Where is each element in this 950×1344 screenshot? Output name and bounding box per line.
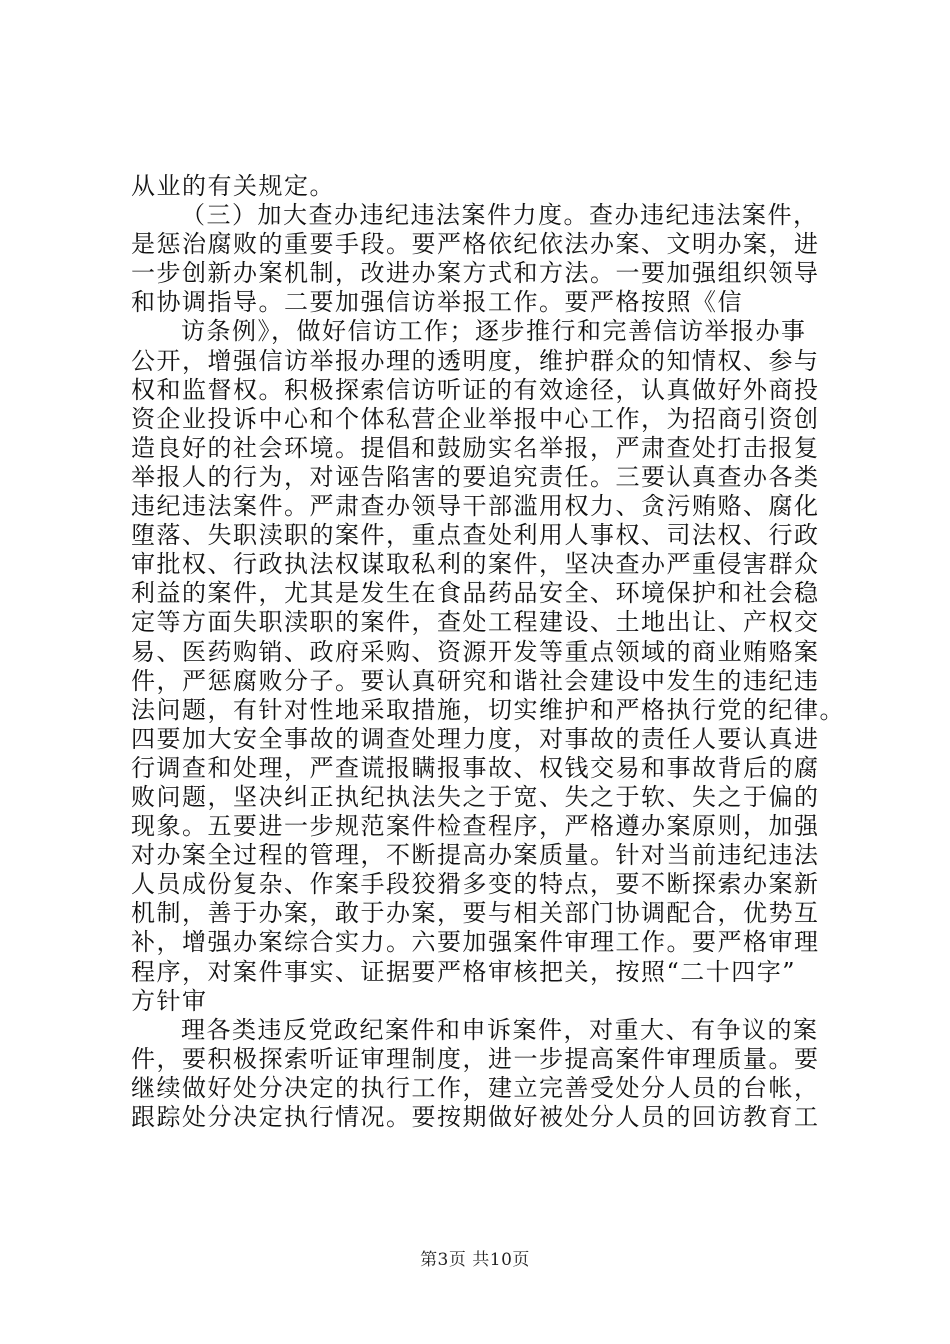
text-line: 利益的案件，尤其是发生在食品药品安全、环境保护和社会稳 bbox=[131, 579, 820, 608]
text-line: 现象。五要进一步规范案件检查程序，严格遵办案原则，加强 bbox=[131, 812, 820, 841]
text-line: 败问题，坚决纠正执纪执法失之于宽、失之于软、失之于偏的 bbox=[131, 782, 820, 811]
document-body bbox=[131, 172, 845, 1132]
text-line: 定等方面失职渎职的案件，查处工程建设、土地出让、产权交 bbox=[131, 608, 820, 637]
page-number-footer: 第3页 共10页 bbox=[420, 1250, 530, 1270]
text-line: 法问题，有针对性地采取措施，切实维护和严格执行党的纪律。 bbox=[131, 695, 845, 724]
text-line: 审批权、行政执法权谋取私利的案件，坚决查办严重侵害群众 bbox=[131, 550, 820, 579]
text-line: 违纪违法案件。严肃查办领导干部滥用权力、贪污贿赂、腐化 bbox=[131, 492, 820, 521]
text-line: 四要加大安全事故的调查处理力度，对事故的责任人要认真进 bbox=[131, 724, 820, 753]
text-line: 造良好的社会环境。提倡和鼓励实名举报，严肃查处打击报复 bbox=[131, 433, 820, 462]
text-line: 继续做好处分决定的执行工作，建立完善受处分人员的台帐， bbox=[131, 1073, 820, 1102]
text-line: 对办案全过程的管理，不断提高办案质量。针对当前违纪违法 bbox=[131, 841, 820, 870]
text-line: 易、医药购销、政府采购、资源开发等重点领域的商业贿赂案 bbox=[131, 637, 820, 666]
text-line: 件，要积极探索听证审理制度，进一步提高案件审理质量。要 bbox=[131, 1044, 820, 1073]
text-line: 机制，善于办案，敢于办案，要与相关部门协调配合，优势互 bbox=[131, 899, 820, 928]
text-line: 方针审 bbox=[131, 986, 208, 1015]
text-line: 行调查和处理，严查谎报瞒报事故、权钱交易和事故背后的腐 bbox=[131, 753, 820, 782]
text-line: 从业的有关规定。 bbox=[131, 172, 335, 200]
text-line: 跟踪处分决定执行情况。要按期做好被处分人员的回访教育工 bbox=[131, 1103, 820, 1131]
text-line: 一步创新办案机制，改进办案方式和方法。一要加强组织领导 bbox=[131, 259, 820, 288]
text-line: 公开，增强信访举报办理的透明度，维护群众的知情权、参与 bbox=[131, 346, 820, 375]
text-line: 人员成份复杂、作案手段狡猾多变的特点，要不断探索办案新 bbox=[131, 870, 820, 899]
text-line: （三）加大查办违纪违法案件力度。查办违纪违法案件， bbox=[181, 201, 819, 230]
text-line: 件，严惩腐败分子。要认真研究和谐社会建设中发生的违纪违 bbox=[131, 666, 820, 695]
text-line: 程序，对案件事实、证据要严格审核把关，按照“二十四字” bbox=[131, 957, 797, 986]
text-line: 举报人的行为，对诬告陷害的要追究责任。三要认真查办各类 bbox=[131, 462, 820, 491]
text-line: 理各类违反党政纪案件和申诉案件，对重大、有争议的案 bbox=[181, 1015, 819, 1044]
text-line: 堕落、失职渎职的案件，重点查处利用人事权、司法权、行政 bbox=[131, 521, 820, 550]
text-line: 权和监督权。积极探索信访听证的有效途径，认真做好外商投 bbox=[131, 375, 820, 404]
text-line: 补，增强办案综合实力。六要加强案件审理工作。要严格审理 bbox=[131, 928, 820, 957]
text-line: 资企业投诉中心和个体私营企业举报中心工作，为招商引资创 bbox=[131, 404, 820, 433]
text-line: 是惩治腐败的重要手段。要严格依纪依法办案、文明办案，进 bbox=[131, 230, 820, 259]
text-line: 和协调指导。二要加强信访举报工作。要严格按照《信 bbox=[131, 288, 743, 317]
text-line: 访条例》，做好信访工作；逐步推行和完善信访举报办事 bbox=[181, 317, 807, 346]
